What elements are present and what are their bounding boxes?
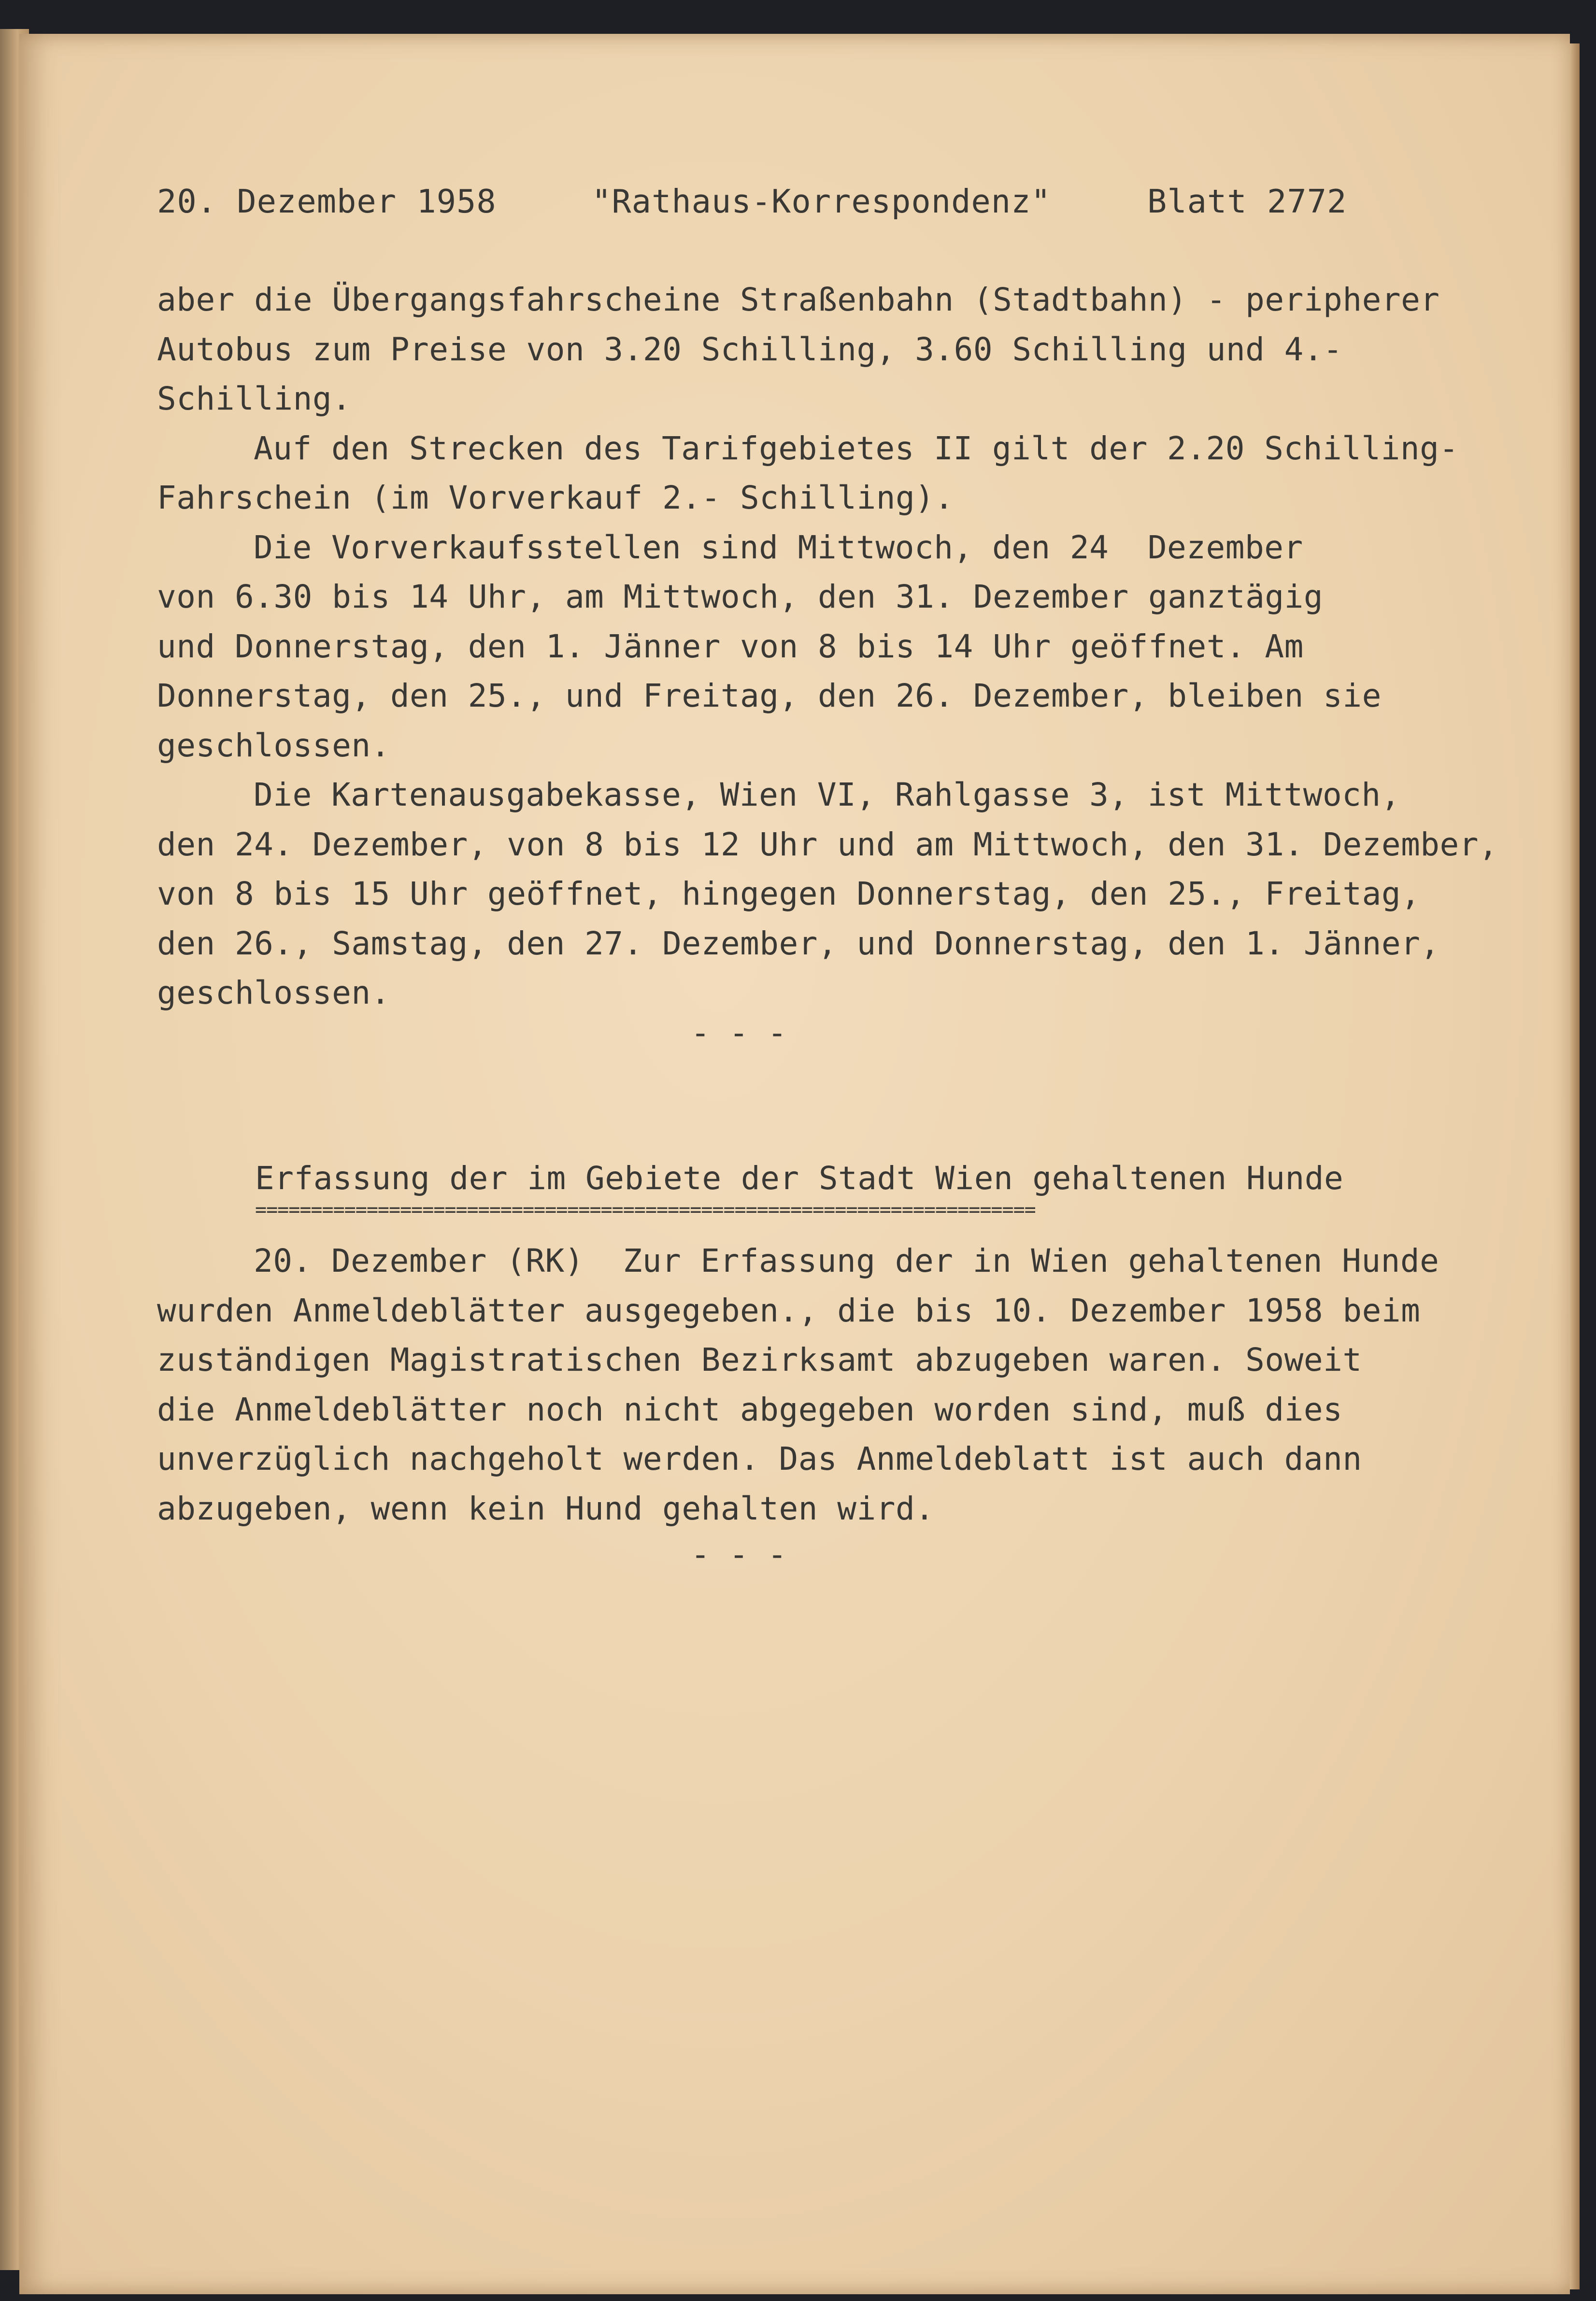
- text-line: Die Vorverkaufsstellen sind Mittwoch, den 24 Dezember: [254, 528, 1303, 566]
- text-line: geschlossen.: [157, 726, 390, 764]
- article-body: [157, 1236, 1534, 1534]
- page-right-edge: [1570, 43, 1580, 2289]
- text-line: und Donnerstag, den 1. Jänner von 8 bis 14 Uhr geöffnet. Am: [157, 627, 1304, 665]
- page-header: [157, 183, 1365, 226]
- article-line: zuständigen Magistratischen Bezirksamt abzugeben waren. Soweit: [157, 1341, 1362, 1378]
- text-line: geschlossen.: [157, 974, 390, 1011]
- article-line: 20. Dezember (RK) Zur Erfassung der in Wien gehaltenen Hunde: [254, 1242, 1439, 1279]
- text-line: aber die Übergangsfahrscheine Straßenbahn (Stadtbahn) - peripherer: [157, 281, 1440, 318]
- section-separator: - - -: [691, 1536, 787, 1573]
- header-sheet-number: Blatt 2772: [1147, 183, 1347, 220]
- text-line: den 26., Samstag, den 27. Dezember, und Donnerstag, den 1. Jänner,: [157, 924, 1440, 962]
- article-heading-block: [255, 1159, 1414, 1222]
- text-line: Die Kartenausgabekasse, Wien VI, Rahlgasse 3, ist Mittwoch,: [254, 776, 1400, 813]
- header-date: 20. Dezember 1958: [157, 183, 497, 220]
- section-separator: - - -: [691, 1014, 787, 1051]
- article-line: die Anmeldeblätter noch nicht abgegeben worden sind, muß dies: [157, 1391, 1343, 1428]
- text-body-continuation: [157, 275, 1534, 1018]
- article-heading: Erfassung der im Gebiete der Stadt Wien gehaltenen Hunde: [255, 1160, 1344, 1197]
- article-line: wurden Anmeldeblätter ausgegeben., die bis 10. Dezember 1958 beim: [157, 1292, 1421, 1329]
- text-line: Auf den Strecken des Tarifgebietes II gilt der 2.20 Schilling-: [254, 429, 1459, 467]
- article-line: abzugeben, wenn kein Hund gehalten wird.: [157, 1490, 935, 1527]
- article-line: unverzüglich nachgeholt werden. Das Anmeldeblatt ist auch dann: [157, 1440, 1362, 1477]
- text-line: Fahrschein (im Vorverkauf 2.- Schilling).: [157, 479, 954, 516]
- header-publication: "Rathaus-Korrespondenz": [592, 183, 1051, 220]
- text-line: Schilling.: [157, 380, 352, 417]
- text-line: von 8 bis 15 Uhr geöffnet, hingegen Donnerstag, den 25., Freitag,: [157, 875, 1421, 912]
- article-heading-underline: ======================================================================: [255, 1199, 1036, 1221]
- text-line: den 24. Dezember, von 8 bis 12 Uhr und am Mittwoch, den 31. Dezember,: [157, 825, 1498, 863]
- text-line: von 6.30 bis 14 Uhr, am Mittwoch, den 31. Dezember ganztägig: [157, 578, 1324, 615]
- text-line: Donnerstag, den 25., und Freitag, den 26. Dezember, bleiben sie: [157, 677, 1382, 714]
- text-line: Autobus zum Preise von 3.20 Schilling, 3.60 Schilling und 4.-: [157, 330, 1343, 368]
